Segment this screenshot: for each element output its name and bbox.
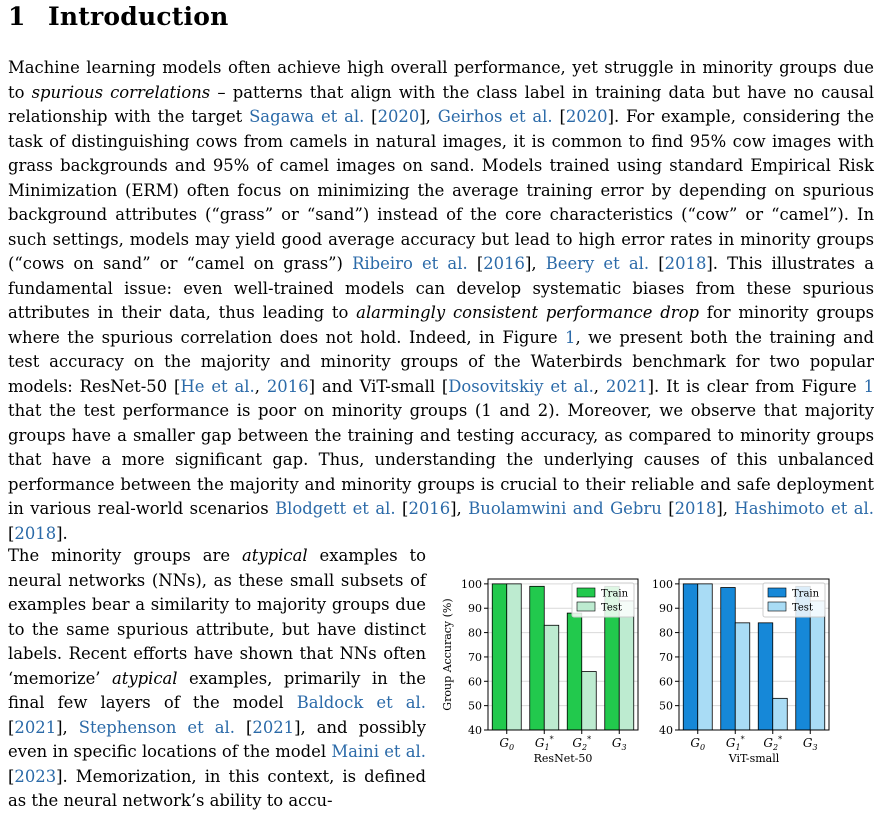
body-text: ], [524,254,546,273]
body-text: , [254,376,267,396]
citation-link[interactable]: 2023 [14,766,57,786]
legend-label: Test [792,602,813,614]
y-tick-label: 50 [468,699,482,713]
section-title: Introduction [48,2,229,31]
intro-paragraph-2 [8,544,426,814]
y-tick-label: 100 [652,577,673,591]
citation-link[interactable]: Ribeiro et al. [352,254,468,273]
y-tick-label: 60 [468,675,482,689]
bar-test-g3 [619,601,634,730]
legend-label: Test [601,602,622,614]
body-text: [ [467,254,484,273]
citation-link[interactable]: Baldock et al. [296,693,426,712]
y-tick-label: 90 [659,602,673,616]
citation-link[interactable]: 2020 [377,107,420,126]
citation-link[interactable]: Geirhos et al. [437,107,553,126]
body-text: examples, primarily in the final few layers of the model [8,668,426,712]
x-tick-label: $G_3$ [802,736,818,752]
citation-link[interactable]: 2020 [565,107,608,126]
citation-link[interactable]: Beery et al. [545,254,650,273]
x-tick-label: $G_2^*$ [763,735,783,752]
body-text: [ [649,254,665,273]
x-tick-label: $G_2^*$ [572,735,592,752]
bar-test-g2star [582,672,597,730]
bar-train-g0 [683,584,698,730]
body-text: ]. [56,523,68,543]
bar-train-g1star [721,588,736,730]
body-text: [ [234,717,253,737]
body-text: ], and possibly even in specific locations of the model [8,717,426,761]
emphasis-text: alarmingly consistent performance drop [356,303,699,322]
body-text: [ [8,717,15,737]
legend-swatch [768,602,786,611]
bar-test-g0 [698,584,713,730]
emphasis-text: atypical [242,546,308,565]
x-tick-label: $G_1^*$ [725,735,745,752]
legend-swatch [768,588,786,597]
citation-link[interactable]: 2018 [664,254,707,273]
y-tick-label: 40 [659,724,673,737]
body-text: [ [8,766,15,786]
body-text: Machine learning models often achieve high overall performance, yet struggle in minority groups due to [8,58,874,102]
citation-link[interactable]: Dosovitskiy et al. [448,376,594,396]
y-tick-label: 100 [461,577,482,591]
y-tick-label: 70 [468,650,482,664]
body-text: examples to neural networks (NNs), as these small subsets of examples bear a similarity to majority groups due to the same spurious attribute, but have distinct labels. Recent efforts have shown that NNs often ‘memorize’ [8,546,427,688]
bar-test-g3 [810,601,825,730]
bar-test-g1star [544,625,559,730]
body-text: ], [450,499,469,518]
citation-link[interactable]: Stephenson et al. [78,717,235,737]
body-text: ]. This illustrates a fundamental issue: even well-trained models can develop systematic biases from these spurious attributes in their data, thus leading to [8,254,874,322]
citation-link[interactable]: Blodgett et al. [275,499,396,518]
citation-link[interactable]: 2016 [266,376,309,396]
citation-link[interactable]: 1 [565,327,576,347]
body-text: – patterns that align with the class label in training data but have no causal relationship with the target [8,82,875,126]
bar-test-g0 [507,584,522,730]
bar-test-g2star [773,698,788,730]
citation-link[interactable]: 1 [863,376,875,396]
x-tick-label: $G_0$ [690,736,706,752]
body-text: that the test performance is poor on minority groups (1 and 2). Moreover, we observe that majority groups have a smaller gap between the training and testing accuracy, as compared to minority groups that have a more significant gap. Thus, understanding the underlying causes of this unbalanced performance between the majority and minority groups is crucial to their reliable and safe deployment in various real-world scenarios [8,401,874,518]
x-axis-label: ResNet-50 [533,752,593,765]
body-text: , we present both the training and test accuracy on the majority and minority groups of the Waterbirds benchmark for two popular models: ResNet-50 [ [8,327,875,396]
body-text: ], [716,499,735,518]
body-text: ], [56,717,79,737]
body-text: [ [661,499,675,518]
y-tick-label: 80 [659,626,673,640]
body-text: ]. For example, considering the task of distinguishing cows from camels in natural images, it is common to find 95% cow images with grass backgrounds and 95% of camel images on sand. Models trained using standard Empirical Risk Minimization (ERM) often focus on minimizing the average training error by depending on spurious background attributes (“grass” or “sand”) instead of the core characteristics (“cow” or “camel”). In such settings, models may yield good average accuracy but lead to high error rates in minority groups (“cows on sand” or “camel on grass”) [8,107,875,273]
intro-paragraph-1 [8,56,874,546]
body-text: [ [552,107,566,126]
y-tick-label: 60 [659,675,673,689]
citation-link[interactable]: He et al. [180,376,255,396]
y-tick-label: 40 [468,724,482,737]
y-tick-label: 80 [468,626,482,640]
x-tick-label: $G_1^*$ [534,735,554,752]
citation-link[interactable]: 2018 [674,499,717,518]
bar-train-g2star [758,623,773,730]
emphasis-text: spurious correlations [31,82,211,102]
body-text: ]. It is clear from Figure [647,376,864,396]
bar-train-g1star [530,586,545,730]
x-tick-label: $G_0$ [499,736,515,752]
x-axis-label: ViT-small [728,752,780,765]
section-heading [8,2,228,31]
y-tick-label: 70 [659,650,673,664]
citation-link[interactable]: Buolamwini and Gebru [468,499,662,518]
x-tick-label: $G_3$ [611,736,627,752]
citation-link[interactable]: 2016 [408,499,451,518]
legend-swatch [577,588,595,597]
citation-link[interactable]: 2018 [14,523,57,543]
y-tick-label: 90 [468,602,482,616]
citation-link[interactable]: 2021 [605,376,648,396]
citation-link[interactable]: 2016 [483,254,525,273]
bar-train-g2star [567,613,582,730]
bar-train-g0 [492,584,507,730]
citation-link[interactable]: Maini et al. [331,742,426,761]
bar-chart-1 [441,578,638,765]
section-number: 1 [8,2,26,31]
citation-link[interactable]: 2021 [252,717,295,737]
citation-link[interactable]: Sagawa et al. [249,107,365,126]
group-accuracy-charts [436,566,882,776]
body-text: ] and ViT-small [ [308,376,449,396]
body-text: for minority groups where the spurious correlation does not hold. Indeed, in Figure [8,303,874,347]
group-accuracy-figure [436,566,882,776]
emphasis-text: atypical [112,668,178,688]
citation-link[interactable]: 2021 [14,717,57,737]
legend-swatch [577,602,595,611]
legend-label: Train [792,588,820,600]
y-tick-label: 50 [659,699,673,713]
body-text: [ [8,523,15,543]
body-text: [ [395,499,409,518]
y-axis-label: Group Accuracy (%) [441,598,454,711]
body-text: ]. Memorization, in this context, is defined as the neural network’s ability to accu- [8,766,426,810]
bar-chart-2 [652,578,829,765]
body-text: , [593,376,606,396]
body-text: The minority groups are [8,546,243,565]
bar-test-g1star [735,623,750,730]
citation-link[interactable]: Hashimoto et al. [734,499,874,518]
body-text: [ [364,107,378,126]
body-text: ], [419,107,438,126]
legend-label: Train [601,588,629,600]
